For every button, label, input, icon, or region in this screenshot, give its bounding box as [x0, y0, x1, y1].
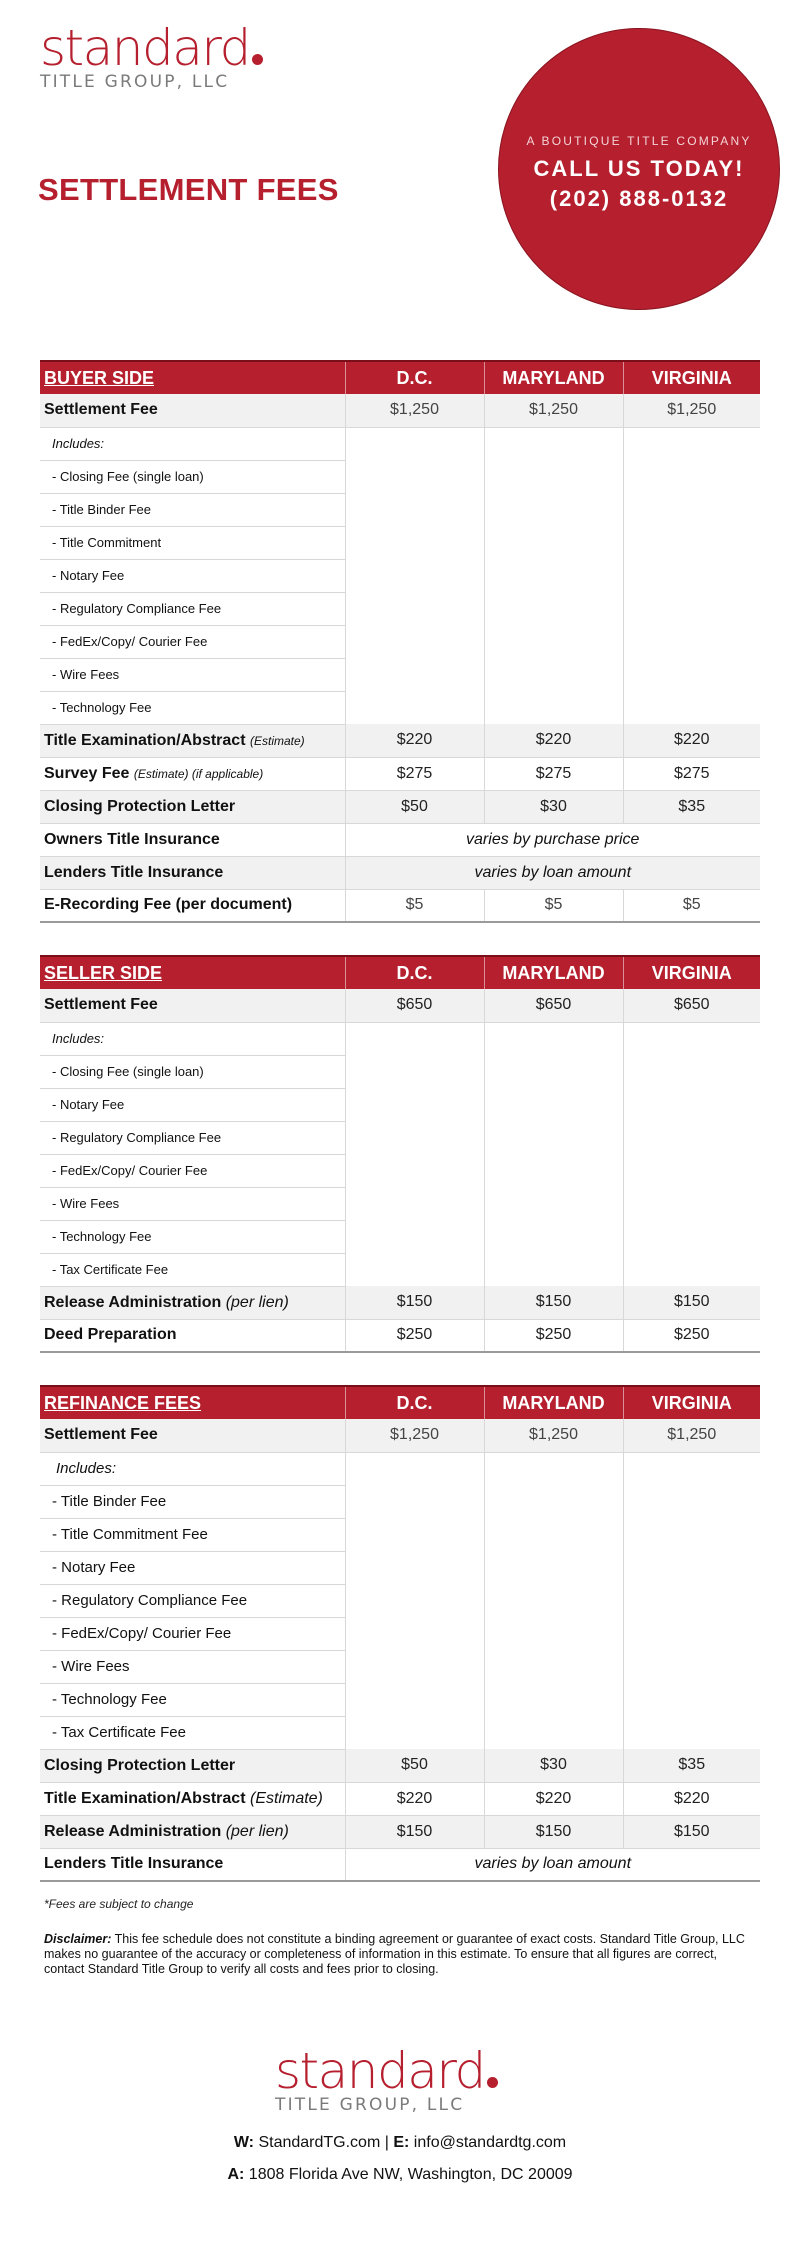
- includes-item: - Wire Fees: [40, 658, 345, 691]
- cell-value: $5: [484, 889, 623, 922]
- column-header: MARYLAND: [484, 1386, 623, 1419]
- table-row: [40, 394, 760, 427]
- cell-value: $250: [623, 1319, 760, 1352]
- includes-item: - Closing Fee (single loan): [40, 460, 345, 493]
- column-header: D.C.: [345, 956, 484, 989]
- contact-address: [0, 2166, 800, 2184]
- table-row: [40, 1848, 760, 1881]
- includes-item: - Technology Fee: [40, 691, 345, 724]
- table-header-row: [40, 1386, 760, 1419]
- cell-value: $50: [345, 1749, 484, 1782]
- row-label: Owners Title Insurance: [40, 823, 345, 856]
- brand-subtitle: TITLE GROUP, LLC: [40, 72, 230, 92]
- cell-value: $150: [484, 1815, 623, 1848]
- separator: |: [384, 2134, 389, 2151]
- section-title: REFINANCE FEES: [40, 1386, 345, 1419]
- cell-value: $50: [345, 790, 484, 823]
- row-label: Survey Fee (Estimate) (if applicable): [40, 757, 345, 790]
- row-label: Lenders Title Insurance: [40, 1848, 345, 1881]
- includes-item: - Technology Fee: [40, 1220, 345, 1253]
- email-link[interactable]: info@standardtg.com: [413, 2134, 567, 2151]
- cell-value: $30: [484, 1749, 623, 1782]
- cell-value: $150: [345, 1815, 484, 1848]
- includes-item: - Notary Fee: [40, 1088, 345, 1121]
- cell-value: $1,250: [484, 394, 623, 427]
- cell-value: $650: [623, 989, 760, 1022]
- cell-value: $220: [345, 1782, 484, 1815]
- brand-dot: [487, 2077, 498, 2088]
- cell-value: $220: [345, 724, 484, 757]
- brand-logo: [40, 19, 280, 92]
- includes-item: - Title Binder Fee: [40, 493, 345, 526]
- promo-cta: CALL US TODAY!: [533, 156, 745, 181]
- seller-fee-table: [40, 955, 760, 1353]
- cell-value: $5: [345, 889, 484, 922]
- row-note: (Estimate): [249, 733, 305, 748]
- includes-label: Includes:: [40, 427, 345, 460]
- includes-label: Includes:: [40, 1452, 345, 1485]
- varies-value: varies by loan amount: [345, 1848, 760, 1881]
- cell-value: $650: [484, 989, 623, 1022]
- buyer-fee-table: [40, 360, 760, 923]
- cell-value: $150: [345, 1286, 484, 1319]
- cell-value: $275: [345, 757, 484, 790]
- table-row: [40, 1319, 760, 1352]
- empty-cell: [623, 1022, 760, 1286]
- table-row: [40, 1419, 760, 1452]
- cell-value: $220: [623, 724, 760, 757]
- promo-tagline: A BOUTIQUE TITLE COMPANY: [526, 134, 752, 148]
- promo-circle: [498, 28, 780, 310]
- column-header: MARYLAND: [484, 361, 623, 394]
- table-row: [40, 757, 760, 790]
- table-row: [40, 724, 760, 757]
- includes-item: - Notary Fee: [40, 1551, 345, 1584]
- includes-item: - FedEx/Copy/ Courier Fee: [40, 1154, 345, 1187]
- email-label: E:: [393, 2134, 410, 2151]
- table-header-row: [40, 361, 760, 394]
- includes-row: [40, 1022, 760, 1055]
- web-label: W:: [233, 2134, 254, 2151]
- row-label: Settlement Fee: [40, 989, 345, 1022]
- footnote: *Fees are subject to change: [44, 1897, 194, 1911]
- row-note: (per lien): [225, 1822, 289, 1840]
- cell-value: $220: [484, 1782, 623, 1815]
- row-label: Closing Protection Letter: [40, 790, 345, 823]
- column-header: VIRGINIA: [623, 1386, 760, 1419]
- includes-item: - Tax Certificate Fee: [40, 1716, 345, 1749]
- brand-name: standard: [275, 2042, 485, 2100]
- row-note: (per lien): [225, 1293, 289, 1311]
- cell-value: $1,250: [623, 1419, 760, 1452]
- disclaimer: [44, 1932, 756, 1977]
- row-label: Closing Protection Letter: [40, 1749, 345, 1782]
- column-header: D.C.: [345, 1386, 484, 1419]
- disclaimer-text: This fee schedule does not constitute a binding agreement or guarantee of exact costs. Standard Title Group, LLC makes no guarantee of the accuracy or completeness of information in this estimate. To ensure that all figures are correct, contact Standard Title Group to verify all costs and fees prior to closing.: [44, 1932, 745, 1976]
- table-row: [40, 1749, 760, 1782]
- section-title: SELLER SIDE: [40, 956, 345, 989]
- varies-value: varies by loan amount: [345, 856, 760, 889]
- row-label: Title Examination/Abstract (Estimate): [40, 1782, 345, 1815]
- includes-item: - Title Binder Fee: [40, 1485, 345, 1518]
- table-row: [40, 989, 760, 1022]
- refinance-fee-table: [40, 1385, 760, 1882]
- empty-cell: [345, 427, 484, 724]
- varies-value: varies by purchase price: [345, 823, 760, 856]
- empty-cell: [623, 1452, 760, 1749]
- includes-item: - FedEx/Copy/ Courier Fee: [40, 1617, 345, 1650]
- cell-value: $250: [345, 1319, 484, 1352]
- cell-value: $5: [623, 889, 760, 922]
- cell-value: $1,250: [345, 394, 484, 427]
- column-header: D.C.: [345, 361, 484, 394]
- includes-item: - Tax Certificate Fee: [40, 1253, 345, 1286]
- includes-item: - Wire Fees: [40, 1187, 345, 1220]
- column-header: VIRGINIA: [623, 361, 760, 394]
- cell-value: $150: [484, 1286, 623, 1319]
- includes-item: - Wire Fees: [40, 1650, 345, 1683]
- column-header: VIRGINIA: [623, 956, 760, 989]
- cell-value: $150: [623, 1815, 760, 1848]
- row-label: E-Recording Fee (per document): [40, 889, 345, 922]
- brand-name: standard: [40, 19, 250, 77]
- section-title: BUYER SIDE: [40, 361, 345, 394]
- address-text: 1808 Florida Ave NW, Washington, DC 20009: [248, 2166, 573, 2183]
- cell-value: $150: [623, 1286, 760, 1319]
- cell-value: $220: [484, 724, 623, 757]
- table-row: [40, 1782, 760, 1815]
- row-label: Release Administration (per lien): [40, 1286, 345, 1319]
- table-row: [40, 856, 760, 889]
- includes-item: - Regulatory Compliance Fee: [40, 1121, 345, 1154]
- row-label: Settlement Fee: [40, 1419, 345, 1452]
- promo-phone[interactable]: (202) 888-0132: [549, 186, 729, 211]
- cell-value: $650: [345, 989, 484, 1022]
- table-row: [40, 1286, 760, 1319]
- cell-value: $1,250: [345, 1419, 484, 1452]
- empty-cell: [484, 1022, 623, 1286]
- table-header-row: [40, 956, 760, 989]
- includes-item: - Title Commitment Fee: [40, 1518, 345, 1551]
- footer-logo: [275, 2042, 515, 2115]
- page-title: SETTLEMENT FEES: [38, 172, 339, 207]
- empty-cell: [345, 1452, 484, 1749]
- cell-value: $1,250: [484, 1419, 623, 1452]
- row-label: Title Examination/Abstract (Estimate): [40, 724, 345, 757]
- brand-dot: [252, 54, 263, 65]
- includes-item: - Regulatory Compliance Fee: [40, 592, 345, 625]
- website-link[interactable]: StandardTG.com: [258, 2134, 381, 2151]
- cell-value: $220: [623, 1782, 760, 1815]
- includes-item: - Regulatory Compliance Fee: [40, 1584, 345, 1617]
- includes-item: - Closing Fee (single loan): [40, 1055, 345, 1088]
- table-row: [40, 823, 760, 856]
- includes-row: [40, 427, 760, 460]
- row-label: Deed Preparation: [40, 1319, 345, 1352]
- table-row: [40, 889, 760, 922]
- brand-subtitle: TITLE GROUP, LLC: [275, 2095, 465, 2115]
- contact-web-email: [0, 2134, 800, 2152]
- cell-value: $1,250: [623, 394, 760, 427]
- row-note: (Estimate): [249, 1789, 323, 1807]
- includes-item: - Title Commitment: [40, 526, 345, 559]
- row-label: Release Administration (per lien): [40, 1815, 345, 1848]
- cell-value: $250: [484, 1319, 623, 1352]
- table-row: [40, 1815, 760, 1848]
- includes-label: Includes:: [40, 1022, 345, 1055]
- cell-value: $35: [623, 1749, 760, 1782]
- includes-item: - FedEx/Copy/ Courier Fee: [40, 625, 345, 658]
- column-header: MARYLAND: [484, 956, 623, 989]
- cell-value: $35: [623, 790, 760, 823]
- table-row: [40, 790, 760, 823]
- row-label: Settlement Fee: [40, 394, 345, 427]
- includes-row: [40, 1452, 760, 1485]
- cell-value: $275: [484, 757, 623, 790]
- cell-value: $275: [623, 757, 760, 790]
- cell-value: $30: [484, 790, 623, 823]
- empty-cell: [484, 427, 623, 724]
- empty-cell: [484, 1452, 623, 1749]
- empty-cell: [623, 427, 760, 724]
- includes-item: - Technology Fee: [40, 1683, 345, 1716]
- row-label: Lenders Title Insurance: [40, 856, 345, 889]
- includes-item: - Notary Fee: [40, 559, 345, 592]
- empty-cell: [345, 1022, 484, 1286]
- disclaimer-label: Disclaimer:: [44, 1932, 112, 1946]
- address-label: A:: [227, 2166, 245, 2183]
- row-note: (Estimate) (if applicable): [133, 766, 264, 781]
